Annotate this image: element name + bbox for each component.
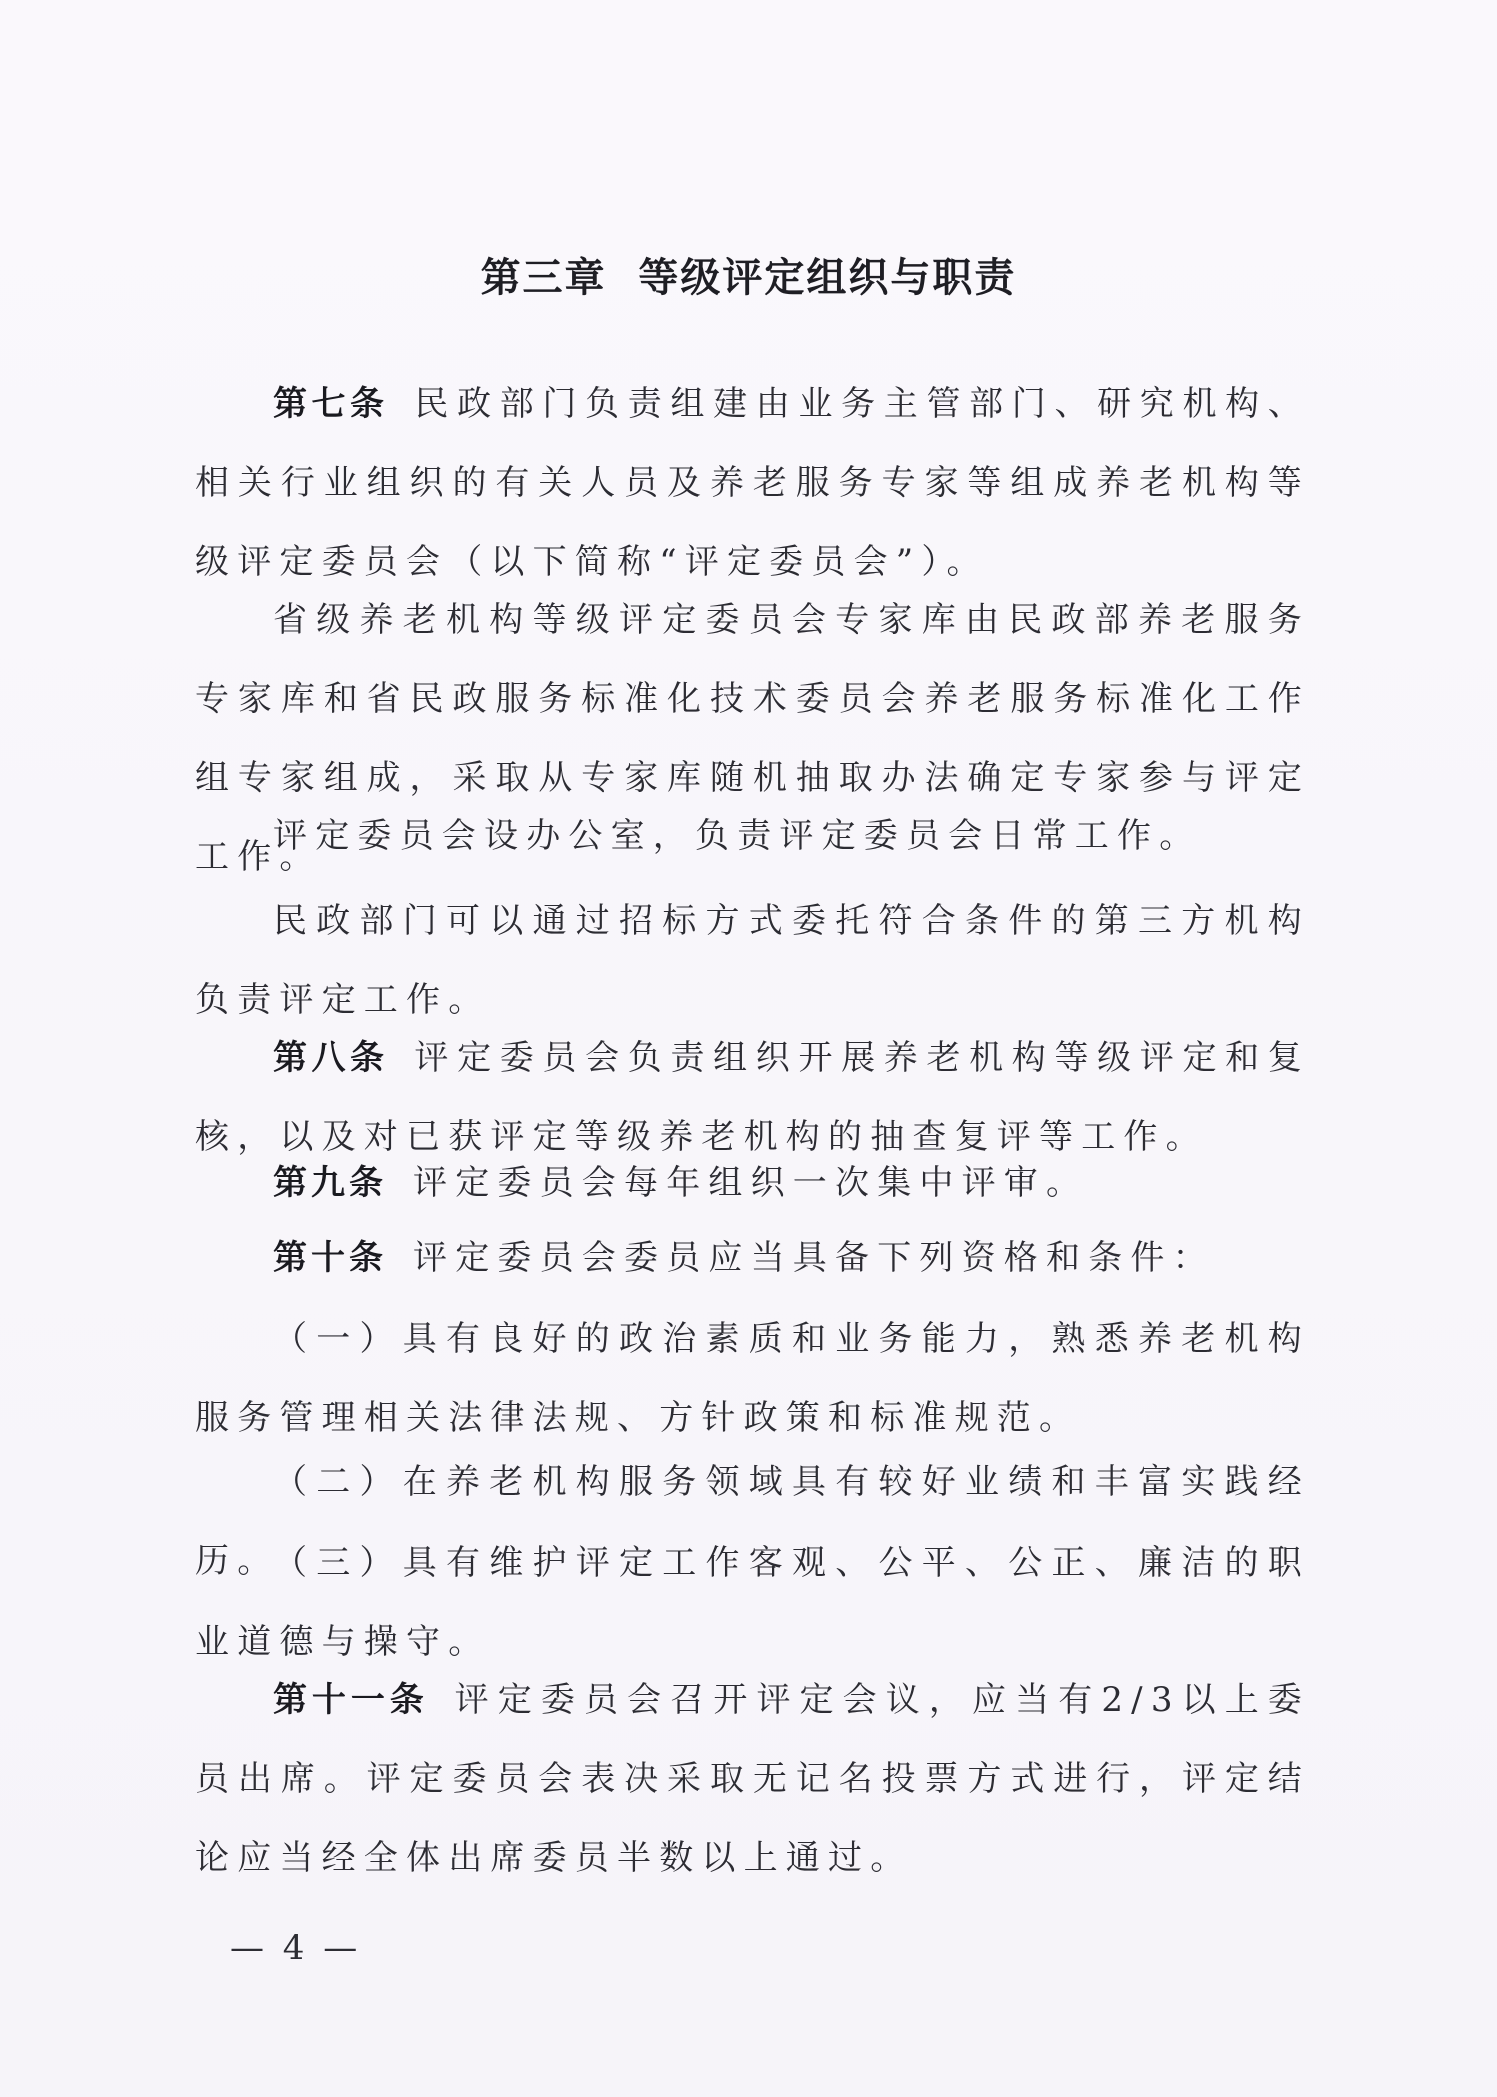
- paragraph-text: （一）具有良好的政治素质和业务能力，熟悉养老机构服务管理相关法律法规、方针政策和标准规范。: [195, 1319, 1310, 1438]
- paragraph-article-9: [195, 1144, 1310, 1223]
- paragraph-text: 评定委员会召开评定会议，应当有2/3以上委员出席。评定委员会表决采取无记名投票方式进行，评定结论应当经全体出席委员半数以上通过。: [195, 1680, 1311, 1878]
- paragraph-text: 评定委员会委员应当具备下列资格和条件：: [413, 1238, 1215, 1278]
- paragraph-text: 评定委员会设办公室，负责评定委员会日常工作。: [273, 816, 1202, 856]
- paragraph-text: 省级养老机构等级评定委员会专家库由民政部养老服务专家库和省民政服务标准化技术委员会养老服务标准化工作组专家组成，采取从专家库随机抽取办法确定专家参与评定工作。: [195, 600, 1310, 877]
- article-number: 第七条: [273, 384, 389, 424]
- page-number: — 4 —: [230, 1928, 362, 1968]
- paragraph-text: 民政部门可以通过招标方式委托符合条件的第三方机构负责评定工作。: [195, 901, 1310, 1020]
- paragraph-text: 民政部门负责组建由业务主管部门、研究机构、相关行业组织的有关人员及养老服务专家等组成养老机构等级评定委员会（以下简称“评定委员会”）。: [195, 384, 1311, 582]
- paragraph-text: （二）在养老机构服务领域具有较好业绩和丰富实践经历。: [195, 1462, 1310, 1581]
- paragraph-third-party: [195, 882, 1310, 1040]
- paragraph-article-7: [195, 365, 1310, 602]
- paragraph-text: （三）具有维护评定工作客观、公平、公正、廉洁的职业道德与操守。: [195, 1543, 1310, 1662]
- paragraph-article-11: [195, 1661, 1310, 1898]
- paragraph-article-10: [195, 1219, 1310, 1298]
- paragraph-text: 评定委员会每年组织一次集中评审。: [413, 1163, 1089, 1203]
- article-number: 第十一条: [273, 1680, 429, 1720]
- paragraph-item-1: [195, 1300, 1310, 1458]
- article-number: 第八条: [273, 1038, 389, 1078]
- paragraph-text: 评定委员会负责组织开展养老机构等级评定和复核，以及对已获评定等级养老机构的抽查复评等工作。: [195, 1038, 1311, 1157]
- paragraph-item-3: [195, 1524, 1310, 1682]
- chapter-title: 第三章 等级评定组织与职责: [480, 255, 1017, 301]
- article-number: 第九条: [273, 1163, 387, 1203]
- article-number: 第十条: [273, 1238, 387, 1278]
- paragraph-office: [195, 797, 1310, 876]
